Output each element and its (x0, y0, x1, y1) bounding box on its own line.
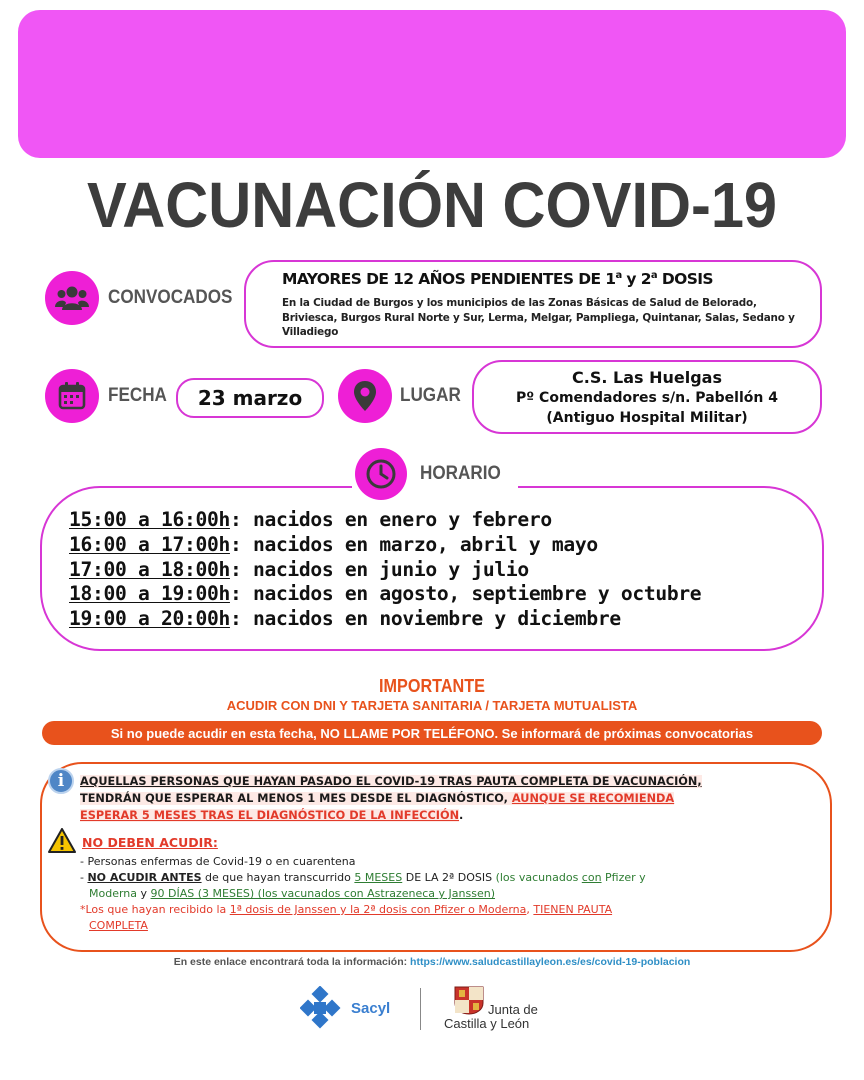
lugar-note: (Antiguo Hospital Militar) (546, 410, 748, 426)
convocados-headline: MAYORES DE 12 AÑOS PENDIENTES DE 1$^a$ y 2$^a$ DOSIS (282, 270, 713, 289)
horario-row: 16:00 a 17:00h: nacidos en marzo, abril y mayo (69, 532, 598, 556)
fecha-value: 23 marzo (176, 378, 324, 418)
list-item: - Personas enfermas de Covid-19 o en cuarentena (80, 855, 356, 868)
info-text: AQUELLAS PERSONAS QUE HAYAN PASADO EL COVID-19 TRAS PAUTA COMPLETA DE VACUNACIÓN, TENDRÁN QUE ESPERAR AL MENOS 1 MES DESDE EL DIAGNÓSTICO, AUNQUE SE RECOMIENDA ESPERAR 5 MESES TRAS EL DIAGNÓSTICO DE LA INFECCIÓN. (80, 775, 702, 822)
calendar-icon (45, 369, 99, 423)
location-pin-icon (338, 369, 392, 423)
list-item: *Los que hayan recibido la 1ª dosis de Janssen y la 2ª dosis con Pfizer o Moderna, TIENEN PAUTA (80, 903, 613, 916)
warning-icon (48, 828, 76, 854)
logo-divider (420, 988, 421, 1030)
convocados-detail: En la Ciudad de Burgos y los municipios de las Zonas Básicas de Salud de Belorado, Briviesca, Burgos Rural Norte y Sur, Lerma, Melgar, Pampliega, Quintanar, Salas, Sedano y Villadiego (282, 297, 795, 339)
page-title: VACUNACIÓN COVID-19 (86, 169, 778, 241)
info-icon: i (48, 768, 74, 794)
horario-row: 17:00 a 18:00h: nacidos en junio y julio (69, 557, 529, 581)
list-item: - NO ACUDIR ANTES de que hayan transcurrido 5 MESES DE LA 2ª DOSIS (los vacunados con Pfizer y (80, 871, 646, 884)
lugar-address: Pº Comendadores s/n. Pabellón 4 (516, 390, 778, 406)
convocados-box (244, 260, 822, 348)
no-deben-list: - Personas enfermas de Covid-19 o en cuarentena - NO ACUDIR ANTES de que hayan transcurrido 5 MESES DE LA 2ª DOSIS (los vacunados con Pfizer y Moderna y 90 DÍAS (3 MESES) (los vacunados con Astrazeneca y Janssen) *Los que hayan recibido la 1ª dosis de Janssen y la 2ª dosis con Pfizer o Moderna, TIENEN PAUTA COMPLETA (80, 854, 810, 934)
importante-subtitle: ACUDIR CON DNI Y TARJETA SANITARIA / TARJETA MUTUALISTA (226, 698, 638, 713)
jcyl-logo-text: Junta de Castilla y León (444, 1002, 538, 1031)
clock-icon (355, 448, 407, 500)
footer-url-link[interactable]: https://www.saludcastillayleon.es/es/covid-19-poblacion (410, 956, 691, 968)
fecha-label: FECHA (108, 385, 167, 406)
notice-bar: Si no puede acudir en esta fecha, NO LLAME POR TELÉFONO. Se informará de próximas convocatorias (42, 721, 822, 745)
sacyl-logo-text: Sacyl (351, 1000, 391, 1017)
horario-row: 19:00 a 20:00h: nacidos en noviembre y diciembre (69, 607, 621, 631)
horario-box (40, 486, 824, 651)
people-icon (45, 271, 99, 325)
lugar-box (472, 360, 822, 434)
convocados-label: CONVOCADOS (108, 287, 233, 308)
top-banner (18, 10, 846, 158)
horario-label: HORARIO (420, 463, 501, 484)
lugar-name: C.S. Las Huelgas (572, 368, 722, 387)
lugar-label: LUGAR (400, 385, 461, 406)
footer-link-text: En este enlace encontrará toda la información: https://www.saludcastillayleon.es/es/covid-19-poblacion (173, 956, 691, 968)
horario-row: 15:00 a 16:00h: nacidos en enero y febrero (69, 508, 552, 531)
importante-title: IMPORTANTE (379, 676, 485, 696)
horario-row: 18:00 a 19:00h: nacidos en agosto, septiembre y octubre (69, 582, 702, 606)
no-deben-title: NO DEBEN ACUDIR: (82, 835, 218, 850)
